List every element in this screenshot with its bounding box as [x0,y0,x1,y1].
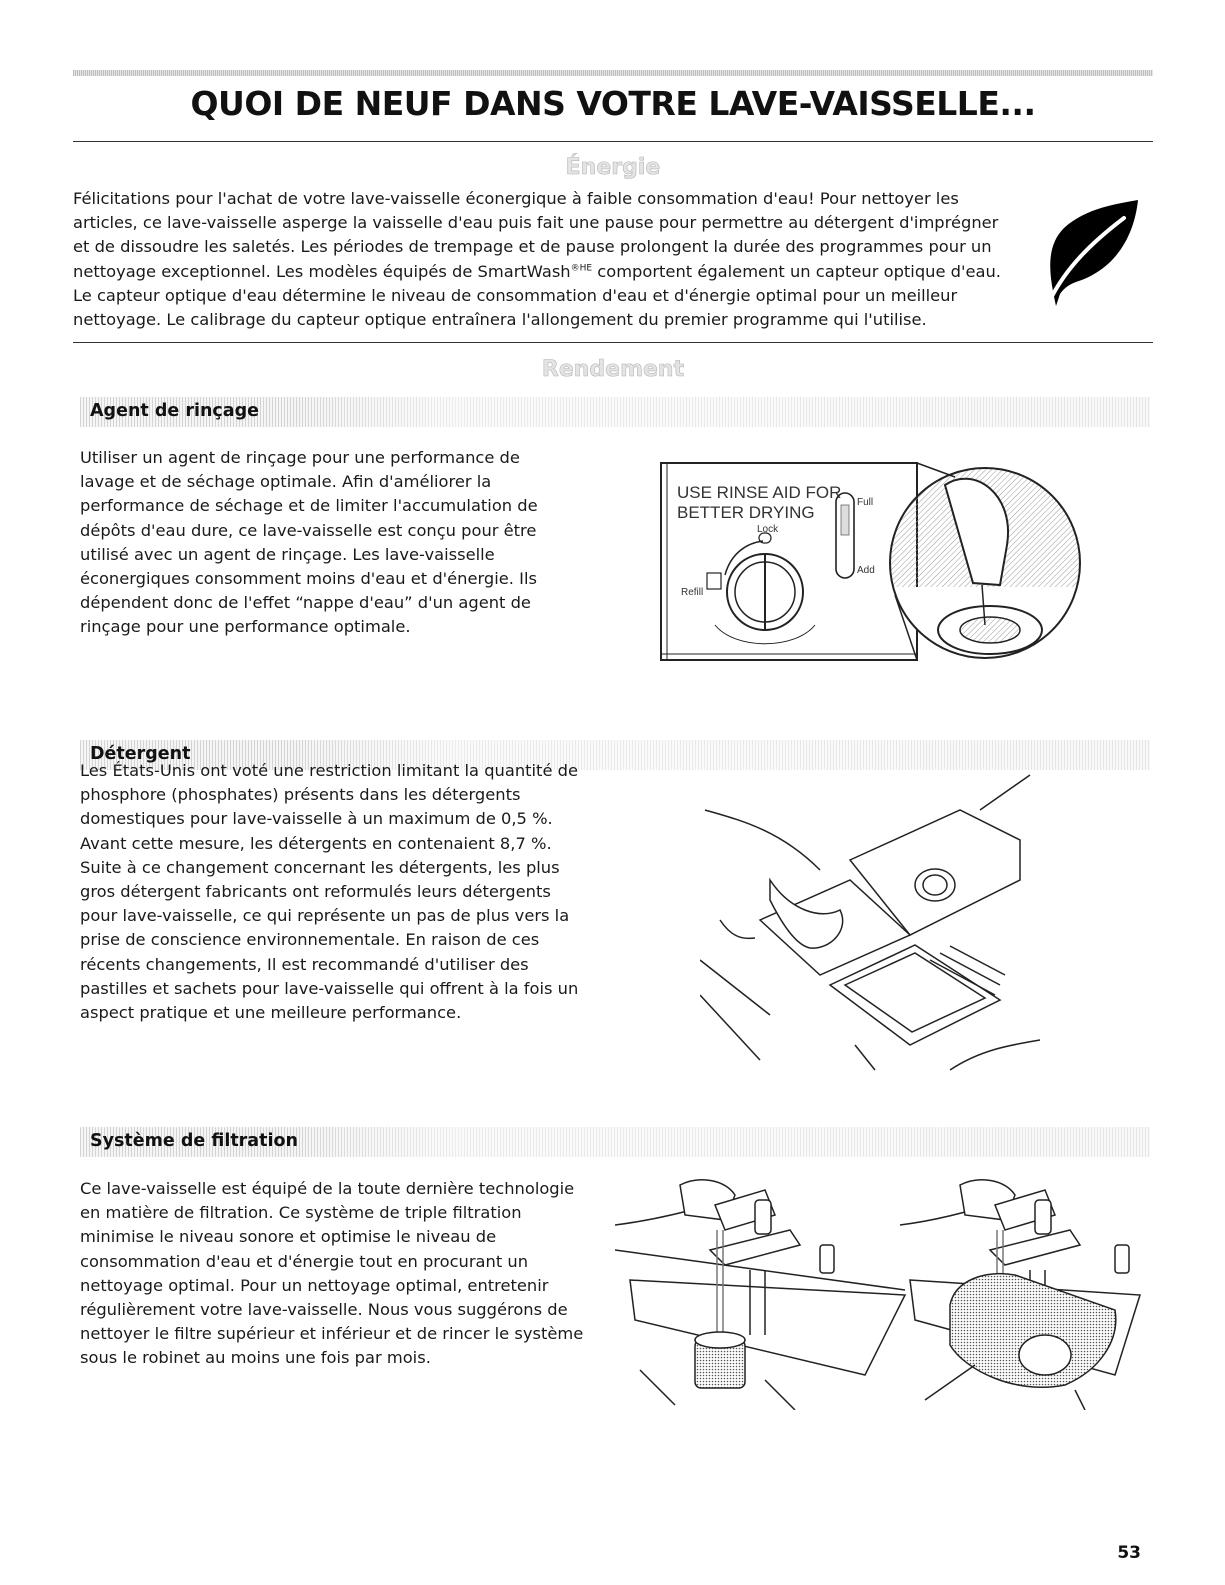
refill-label: Refill [681,587,704,598]
detergent-line: gros détergent fabricants ont reformulés leurs détergents [80,882,551,902]
section-heading-rendement: Rendement [541,357,685,382]
energie-line: et de dissoudre les saletés. Les périodes de trempage et de pause prolongent la durée des programmes pour un [73,237,992,257]
filtration-line: consommation d'eau et d'énergie tout en procurant un [80,1251,529,1271]
agent-line: rinçage pour une performance optimale. [80,617,411,637]
subheading-systeme-de-filtration: Système de filtration [90,1131,298,1151]
trademark-mark: ®HE [570,263,593,274]
detergent-line: récents changements, Il est recommandé d'utiliser des [80,954,529,974]
detergent-line: Avant cette mesure, les détergents en contenaient 8,7 %. [80,833,552,853]
energie-line: nettoyage. Le calibrage du capteur optique entraînera l'allongement du premier programme qui l'utilise. [73,310,927,330]
agent-line: utilisé avec un agent de rinçage. Les lave-vaisselle [80,544,495,564]
section-heading-energie: Énergie [565,155,661,180]
add-label: Add [857,565,875,576]
detergent-paragraph [80,759,640,1025]
energie-line-suffix: comportent également un capteur optique d'eau. [592,261,1001,281]
rinse-aid-dispenser-illustration [655,455,1135,670]
detergent-line: pastilles et sachets pour lave-vaisselle qui offrent à la fois un [80,978,579,998]
energie-line: articles, ce lave-vaisselle asperge la vaisselle d'eau puis fait une pause pour permettre au détergent d'imprégner [73,213,999,233]
energie-divider [73,342,1153,343]
detergent-line: phosphore (phosphates) présents dans les détergents [80,785,521,805]
detergent-dispenser-illustration [700,770,1050,1075]
filtration-line: sous le robinet au moins une fois par mois. [80,1348,431,1368]
page-title: QUOI DE NEUF DANS VOTRE LAVE-VAISSELLE... [190,84,1036,123]
full-label: Full [857,497,874,508]
agent-line: dépôts d'eau dure, ce lave-vaisselle est conçu pour être [80,520,537,540]
subheading-detergent: Détergent [90,744,191,764]
top-decorative-rule [73,70,1153,76]
dispenser-label-line1: USE RINSE AID FOR [677,483,842,502]
detergent-line: domestiques pour lave-vaisselle à un maximum de 0,5 %. [80,809,553,829]
agent-line: lavage et de séchage optimale. Afin d'améliorer la [80,472,492,492]
energie-line: Félicitations pour l'achat de votre lave-vaisselle éconergique à faible consommation d'eau! Pour nettoyer les [73,189,959,208]
filtration-line: nettoyer le filtre supérieur et inférieur et de rincer le système [80,1324,584,1344]
agent-line: performance de séchage et de limiter l'accumulation de [80,496,538,516]
leaf-icon [1036,198,1146,310]
lock-label: Lock [757,524,779,535]
energie-line-prefix: nettoyage exceptionnel. Les modèles équipés de SmartWash [73,261,571,281]
filtration-line: en matière de filtration. Ce système de triple filtration [80,1203,522,1223]
agent-line: Utiliser un agent de rinçage pour une performance de [80,448,520,467]
filtration-paragraph [80,1177,640,1371]
detergent-line: Les États-Unis ont voté une restriction limitant la quantité de [80,761,578,780]
detergent-line: pour lave-vaisselle, ce qui représente un pas de plus vers la [80,906,570,926]
filtration-line: minimise le niveau sonore et optimise le niveau de [80,1227,497,1247]
filtration-line: Ce lave-vaisselle est équipé de la toute dernière technologie [80,1179,575,1198]
filtration-line: régulièrement votre lave-vaisselle. Nous vous suggérons de [80,1300,568,1320]
subheading-agent-de-rincage: Agent de rinçage [90,401,260,421]
agent-paragraph [80,446,620,640]
agent-line: éconergiques consomment moins d'eau et d'énergie. Ils [80,569,537,589]
dispenser-label-line2: BETTER DRYING [677,503,815,522]
title-divider [73,141,1153,142]
filtration-line: nettoyage optimal. Pour un nettoyage optimal, entretenir [80,1275,549,1295]
filter-rinsing-illustration [615,1170,1145,1410]
energie-paragraph [73,187,1063,332]
energie-line: Le capteur optique d'eau détermine le niveau de consommation d'eau et d'énergie optimal pour un meilleur [73,285,958,305]
detergent-line: aspect pratique et une meilleure performance. [80,1003,462,1023]
energie-line [73,260,1063,284]
detergent-line: prise de conscience environnementale. En raison de ces [80,930,540,950]
page-number: 53 [1117,1543,1141,1563]
agent-line: dépendent donc de l'effet “nappe d'eau” d'un agent de [80,593,531,613]
detergent-line: Suite à ce changement concernant les détergents, les plus [80,857,560,877]
